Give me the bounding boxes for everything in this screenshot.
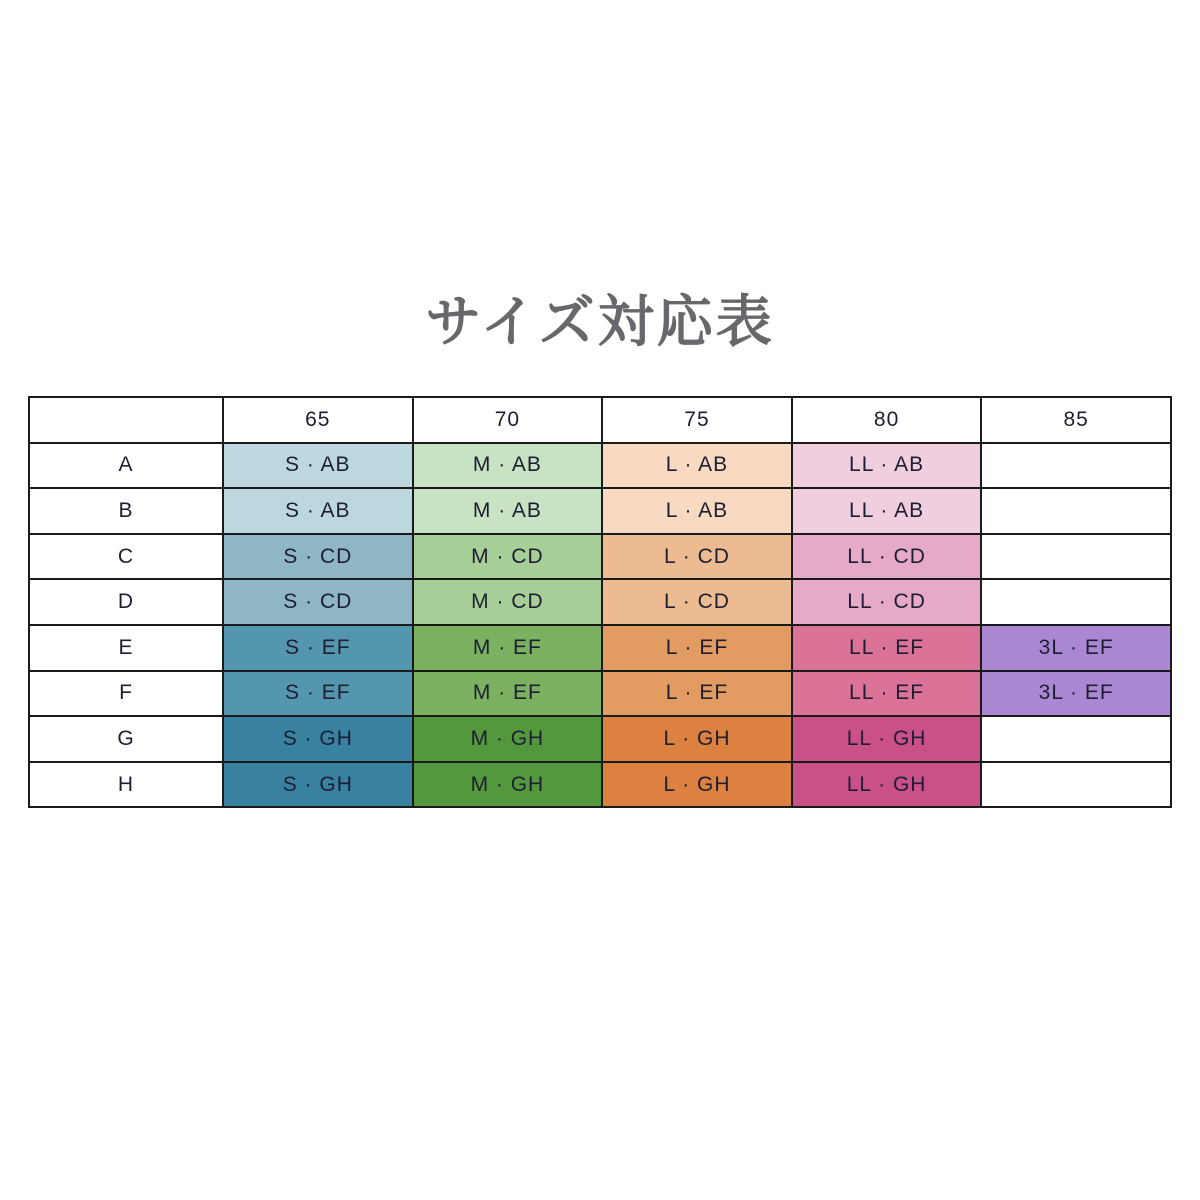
- cell-F-65: S · EF: [223, 671, 413, 717]
- cell-C-80: LL · CD: [792, 534, 982, 580]
- cell-C-65: S · CD: [223, 534, 413, 580]
- cell-A-85: [981, 443, 1171, 489]
- cell-H-65: S · GH: [223, 762, 413, 808]
- table-row-B: [29, 488, 1171, 534]
- cell-B-65: S · AB: [223, 488, 413, 534]
- cell-F-70: M · EF: [413, 671, 603, 717]
- cell-G-65: S · GH: [223, 716, 413, 762]
- cell-C-85: [981, 534, 1171, 580]
- cell-E-70: M · EF: [413, 625, 603, 671]
- cell-H-85: [981, 762, 1171, 808]
- cell-E-85: 3L · EF: [981, 625, 1171, 671]
- cell-H-75: L · GH: [602, 762, 792, 808]
- cell-E-75: L · EF: [602, 625, 792, 671]
- row-label-D: D: [29, 579, 223, 625]
- cell-B-70: M · AB: [413, 488, 603, 534]
- table-row-H: [29, 762, 1171, 808]
- cell-C-75: L · CD: [602, 534, 792, 580]
- cell-A-65: S · AB: [223, 443, 413, 489]
- cell-H-80: LL · GH: [792, 762, 982, 808]
- row-label-A: A: [29, 443, 223, 489]
- row-label-F: F: [29, 671, 223, 717]
- cell-B-85: [981, 488, 1171, 534]
- table-row-A: [29, 443, 1171, 489]
- cell-E-80: LL · EF: [792, 625, 982, 671]
- cell-G-80: LL · GH: [792, 716, 982, 762]
- cell-D-85: [981, 579, 1171, 625]
- cell-A-80: LL · AB: [792, 443, 982, 489]
- cell-C-70: M · CD: [413, 534, 603, 580]
- cell-B-80: LL · AB: [792, 488, 982, 534]
- table-row-E: [29, 625, 1171, 671]
- row-label-B: B: [29, 488, 223, 534]
- page-title: サイズ対応表: [425, 290, 775, 353]
- row-label-G: G: [29, 716, 223, 762]
- col-header-65: 65: [223, 397, 413, 443]
- row-label-H: H: [29, 762, 223, 808]
- col-header-85: 85: [981, 397, 1171, 443]
- col-header-70: 70: [413, 397, 603, 443]
- cell-A-70: M · AB: [413, 443, 603, 489]
- row-label-E: E: [29, 625, 223, 671]
- row-label-C: C: [29, 534, 223, 580]
- cell-F-85: 3L · EF: [981, 671, 1171, 717]
- corner-cell: [29, 397, 223, 443]
- table-row-D: [29, 579, 1171, 625]
- header-row: [29, 397, 1171, 443]
- cell-D-80: LL · CD: [792, 579, 982, 625]
- table-row-G: [29, 716, 1171, 762]
- cell-H-70: M · GH: [413, 762, 603, 808]
- size-table: [28, 396, 1172, 808]
- cell-A-75: L · AB: [602, 443, 792, 489]
- cell-B-75: L · AB: [602, 488, 792, 534]
- cell-D-70: M · CD: [413, 579, 603, 625]
- table-row-C: [29, 534, 1171, 580]
- cell-G-70: M · GH: [413, 716, 603, 762]
- table-body: [29, 443, 1171, 808]
- cell-E-65: S · EF: [223, 625, 413, 671]
- cell-F-75: L · EF: [602, 671, 792, 717]
- cell-G-75: L · GH: [602, 716, 792, 762]
- table-row-F: [29, 671, 1171, 717]
- cell-D-65: S · CD: [223, 579, 413, 625]
- cell-D-75: L · CD: [602, 579, 792, 625]
- cell-F-80: LL · EF: [792, 671, 982, 717]
- col-header-75: 75: [602, 397, 792, 443]
- cell-G-85: [981, 716, 1171, 762]
- col-header-80: 80: [792, 397, 982, 443]
